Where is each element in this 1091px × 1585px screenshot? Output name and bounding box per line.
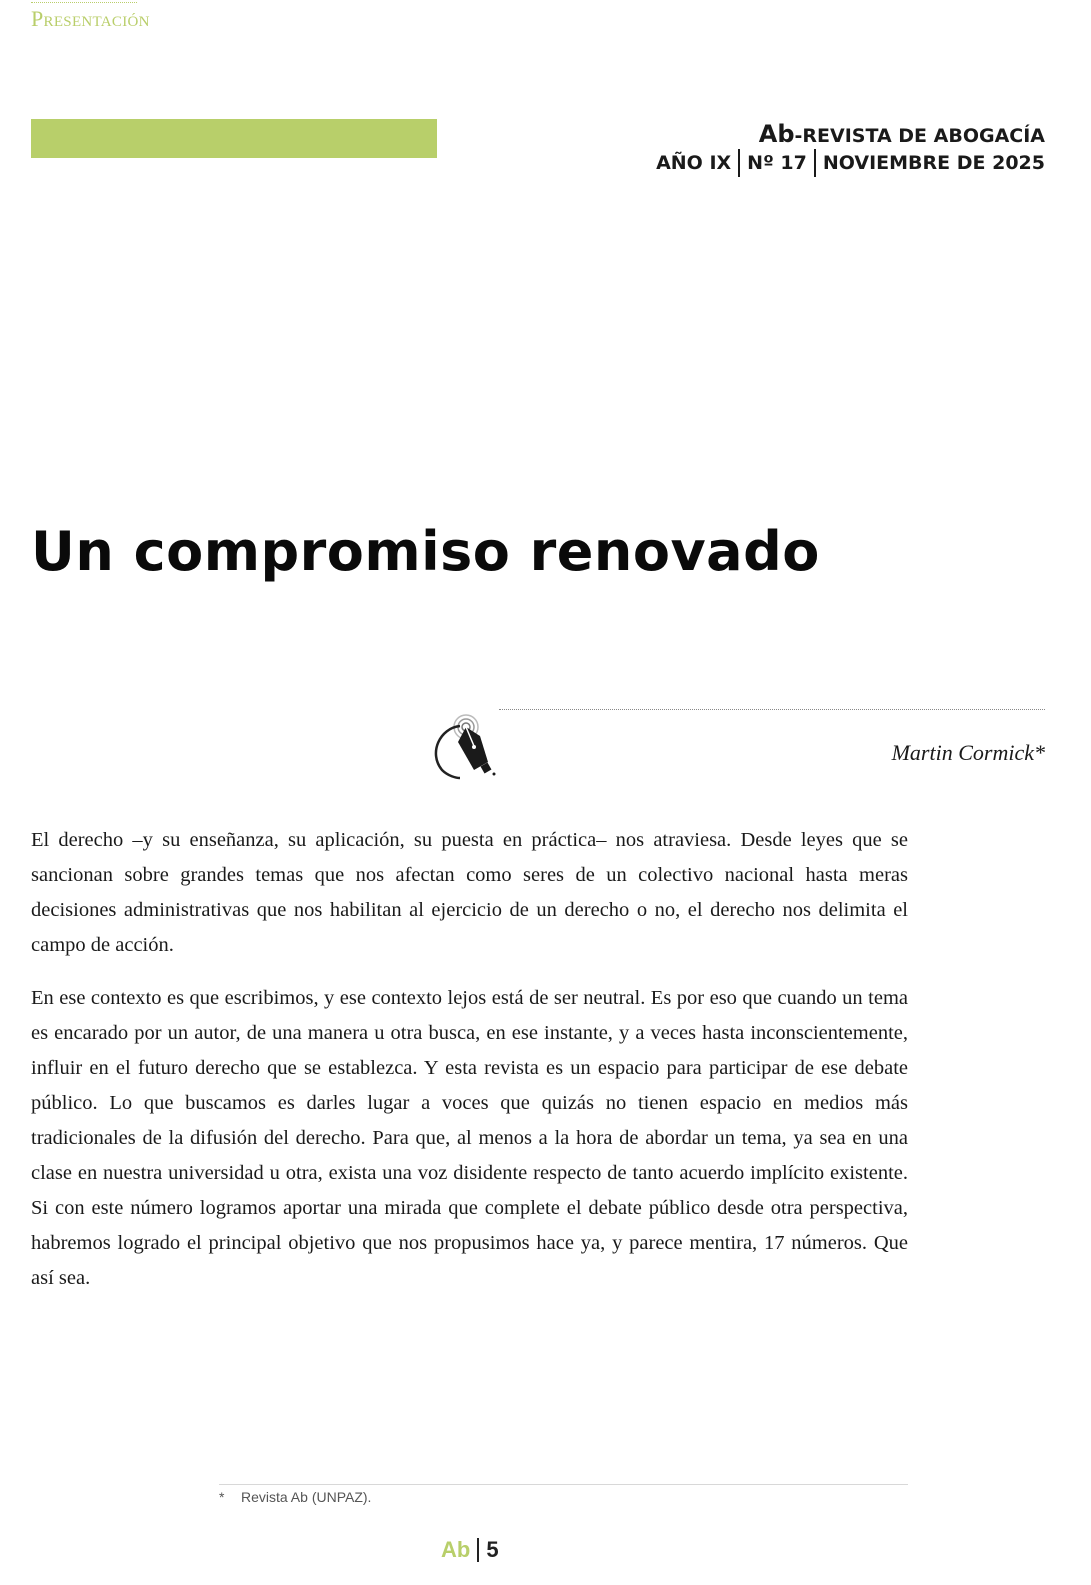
masthead-issue-info [656,149,1045,177]
footnote-mark: * [219,1489,225,1505]
masthead-separator [738,149,740,177]
author-rule [499,709,1045,710]
masthead-journal-name: -REVISTA DE ABOGACÍA [794,125,1045,147]
article-body [31,823,908,1314]
masthead-brand: Ab [758,120,795,148]
section-rule [31,2,137,3]
fountain-pen-icon [430,708,502,782]
article-title: Un compromiso renovado [31,520,820,583]
folio-separator [477,1538,479,1562]
folio-brand: Ab [441,1537,471,1562]
masthead [656,121,1045,177]
footnote [219,1489,371,1505]
masthead-year: AÑO IX [656,152,732,174]
page-number: 5 [486,1537,499,1562]
accent-bar [31,119,437,158]
masthead-issue: Nº 17 [747,152,807,174]
paragraph: En ese contexto es que escribimos, y ese contexto lejos está de ser neutral. Es por eso que cuando un tema es encarado por un autor, de una manera u otra busca, en ese instante, y a veces hasta inconscientemente, influir en el futuro derecho que se establezca. Y esta revista es un espacio para participar de ese debate público. Lo que buscamos es darles lugar a voces que quizás no tienen espacio en medios más tradicionales de la difusión del derecho. Para que, al menos a la hora de abordar un tema, ya sea en una clase en nuestra universidad u otra, exista una voz disidente respecto de tanto acuerdo implícito existente. Si con este número logramos aportar una mirada que complete el debate público desde otra perspectiva, habremos logrado el principal objetivo que nos propusimos hace ya, y parece mentira, 17 números. Que así sea. [31,987,908,1289]
footnote-text: Revista Ab (UNPAZ). [241,1489,372,1505]
masthead-separator [814,149,816,177]
author-name: Martin Cormick* [891,740,1045,765]
footnote-rule [219,1484,908,1485]
page-folio [441,1537,499,1563]
section-label: Presentación [31,6,150,31]
paragraph: El derecho –y su enseñanza, su aplicación, su puesta en práctica– nos atraviesa. Desde leyes que se sancionan sobre grandes temas que nos afectan como seres de un colectivo nacional hasta meras decisiones administrativas que nos habilitan al ejercicio de un derecho o no, el derecho nos delimita el campo de acción. [31,829,908,956]
masthead-journal [656,121,1045,149]
masthead-date: NOVIEMBRE DE 2025 [822,152,1045,174]
